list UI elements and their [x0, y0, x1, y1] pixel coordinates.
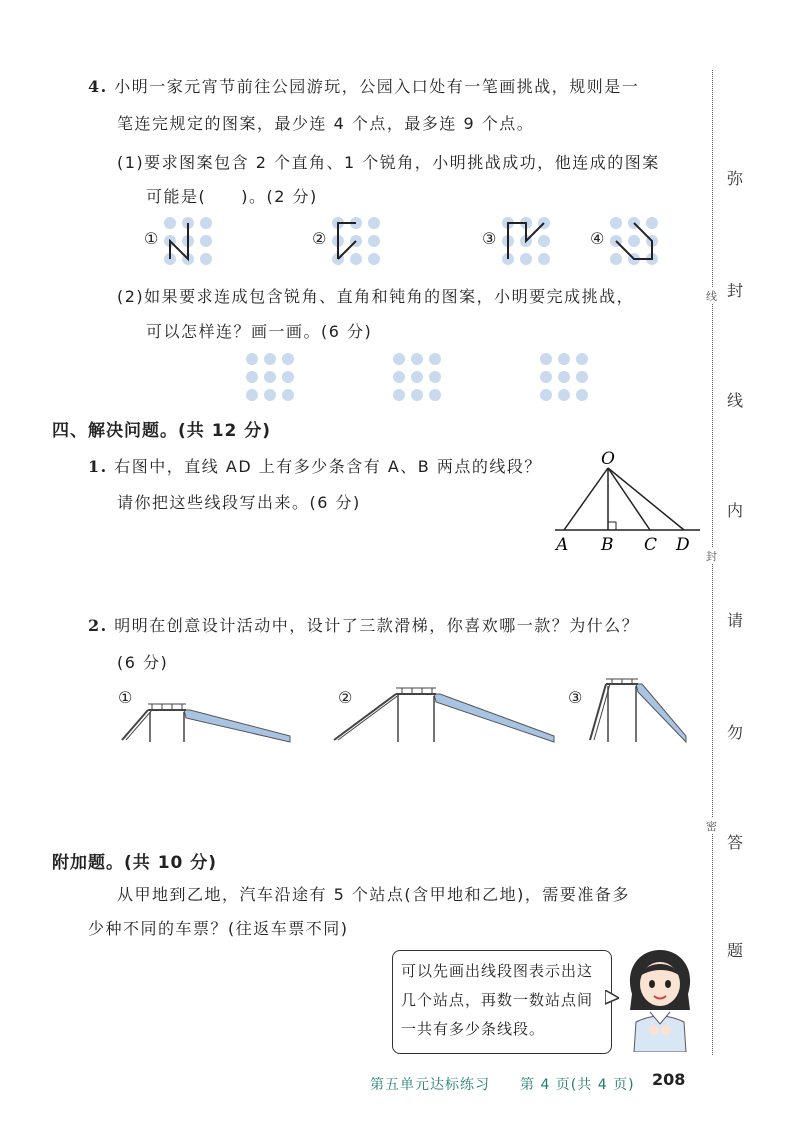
margin-char-6: 勿 — [727, 723, 744, 742]
label-B: B — [601, 535, 614, 555]
footer-page-info: 第 4 页(共 4 页) — [520, 1077, 635, 1093]
option-3 — [482, 215, 572, 265]
slide-1-drawing — [118, 684, 298, 749]
margin-char-7: 答 — [727, 833, 744, 852]
option-2-label: ② — [312, 229, 328, 248]
slide-2-label: ② — [338, 688, 354, 707]
answer-dot-grid-1[interactable] — [246, 353, 294, 401]
s4-q2-text1: 明明在创意设计活动中，设计了三款滑梯，你喜欢哪一款？为什么？ — [114, 616, 640, 635]
q4-number: 4. — [88, 77, 108, 96]
slide-2-drawing — [330, 684, 560, 749]
hint-line-2: 几个站点，再数一数站点间 — [401, 991, 594, 1009]
q4-line2: 笔连完规定的图案，最少连 4 个点，最多连 9 个点。 — [117, 114, 535, 133]
seal-mark-1: 线 — [706, 290, 717, 303]
margin-char-8: 题 — [727, 941, 744, 960]
s4-q1-line2: 请你把这些线段写出来。(6 分) — [117, 493, 361, 512]
q4-part1-line2: 可能是( )。(2 分) — [146, 187, 318, 206]
margin-char-1: 弥 — [727, 169, 744, 188]
hint-line-1: 可以先画出线段图表示出这 — [401, 962, 594, 980]
q4-part2-line1: (2)如果要求连成包含锐角、直角和钝角的图案，小明要完成挑战， — [117, 287, 635, 306]
option-4-path — [610, 217, 660, 267]
margin-char-2: 封 — [727, 281, 744, 300]
footer-unit: 第五单元达标练习 — [370, 1077, 490, 1093]
s4-q2-number: 2. — [88, 616, 108, 635]
slide-2 — [330, 684, 560, 749]
margin-char-4: 内 — [727, 501, 744, 520]
s4-q2-line1 — [88, 613, 639, 636]
hint-speech-bubble — [392, 950, 612, 1054]
slide-1-label: ① — [118, 688, 134, 707]
option-1-path — [164, 217, 214, 267]
seal-mark-2: 封 — [706, 550, 717, 563]
option-4-label: ④ — [590, 229, 606, 248]
s4-q1-number: 1. — [88, 457, 108, 476]
answer-dot-grid-2[interactable] — [393, 353, 441, 401]
option-2 — [312, 215, 402, 265]
slide-1 — [118, 684, 298, 749]
q4-part2-line2: 可以怎样连？画一画。(6 分) — [146, 322, 373, 341]
bonus-title: 附加题。(共 10 分) — [52, 853, 218, 873]
bonus-line1: 从甲地到乙地，汽车沿途有 5 个站点(含甲地和乙地)，需要准备多 — [117, 885, 630, 904]
section4-title: 四、解决问题。(共 12 分) — [52, 421, 272, 441]
slide-3-label: ③ — [568, 688, 584, 707]
line-segment-figure — [550, 448, 710, 556]
bonus-line2: 少种不同的车票？(往返车票不同) — [88, 919, 349, 938]
q4-part1-line1: (1)要求图案包含 2 个直角、1 个锐角，小明挑战成功，他连成的图案 — [117, 153, 660, 172]
girl-character-illustration — [618, 948, 702, 1052]
option-3-label: ③ — [482, 229, 498, 248]
option-4 — [590, 215, 680, 265]
answer-dot-grid-3[interactable] — [540, 353, 588, 401]
option-3-path — [502, 217, 552, 267]
q4-line1 — [88, 74, 639, 97]
s4-q2-line2: (6 分) — [117, 653, 169, 672]
label-C: C — [644, 535, 658, 555]
margin-char-5: 请 — [727, 611, 744, 630]
hint-line-3: 一共有多少条线段。 — [401, 1020, 546, 1038]
label-O: O — [601, 449, 615, 469]
seal-mark-3: 密 — [706, 820, 717, 833]
option-1-label: ① — [144, 229, 160, 248]
speech-bubble-tail — [605, 990, 619, 1006]
slide-3 — [568, 678, 708, 750]
option-1 — [144, 215, 234, 265]
label-A: A — [556, 535, 569, 555]
slide-3-drawing — [568, 678, 708, 750]
label-D: D — [676, 535, 690, 555]
q4-text1: 小明一家元宵节前往公园游玩，公园入口处有一笔画挑战，规则是一 — [114, 77, 640, 96]
option-2-path — [332, 217, 382, 267]
s4-q1-line1 — [88, 454, 542, 477]
page-number: 208 — [652, 1070, 686, 1089]
s4-q1-text1: 右图中，直线 AD 上有多少条含有 A、B 两点的线段？ — [114, 457, 542, 476]
margin-char-3: 线 — [727, 391, 744, 410]
